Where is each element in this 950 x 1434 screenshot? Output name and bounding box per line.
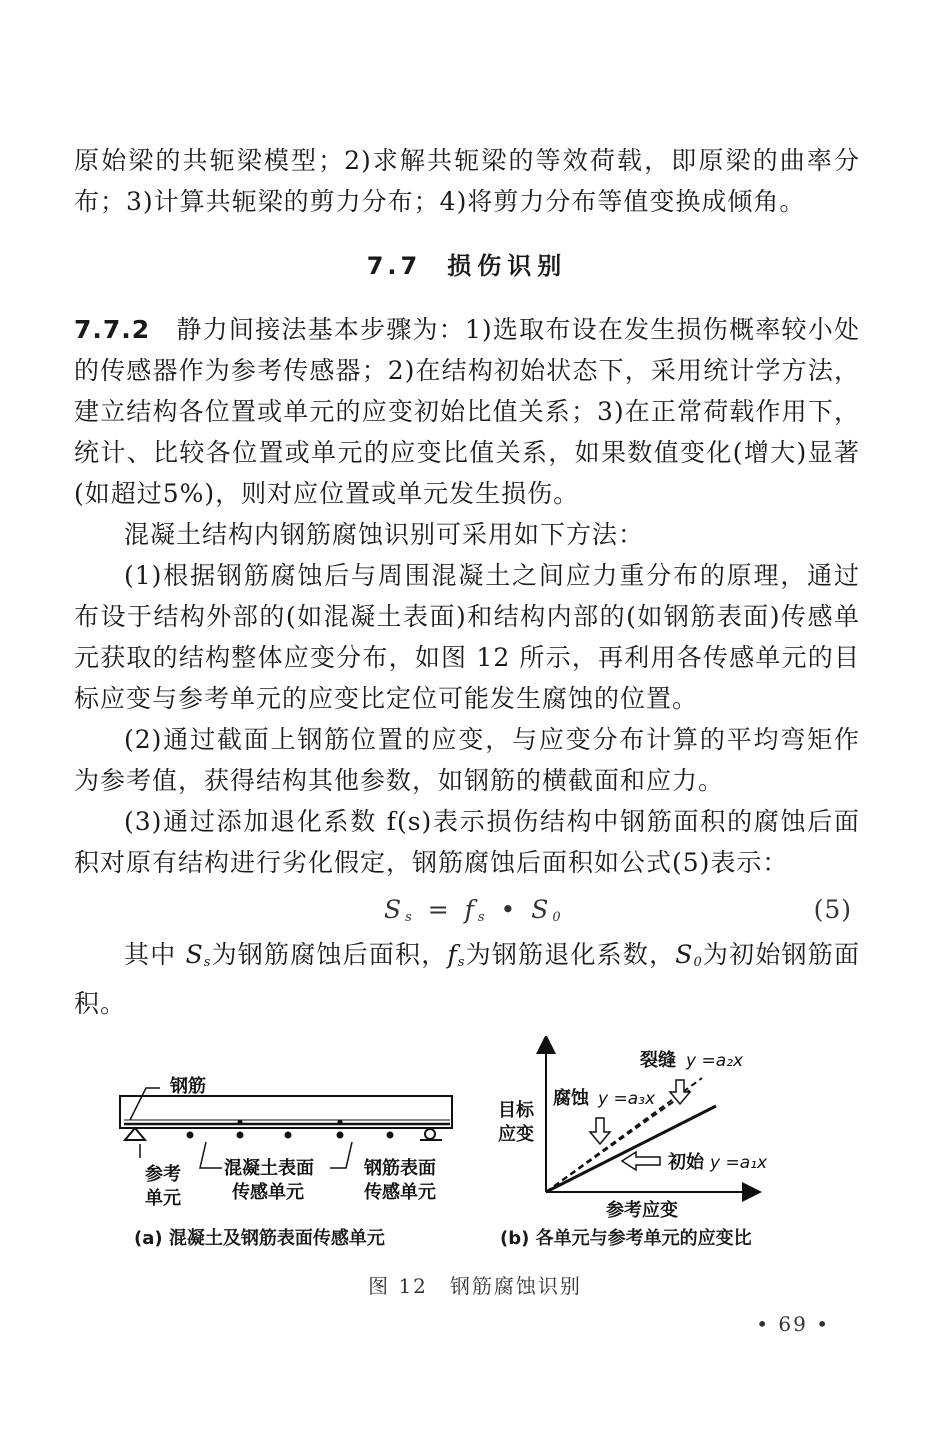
rebar-leader	[130, 1088, 160, 1120]
label-concrete-sensor: 传感单元	[232, 1182, 304, 1203]
section-number: 7.7	[366, 252, 422, 280]
arrow-down-icon	[590, 1118, 610, 1144]
body-text	[74, 140, 860, 1024]
sensor-dot	[237, 1132, 244, 1139]
line-corrosion-label: 腐蚀	[553, 1088, 589, 1109]
formula-line	[74, 889, 860, 930]
arrow-down-icon	[670, 1080, 690, 1104]
paragraph-3: (1)根据钢筋腐蚀后与周围混凝土之间应力重分布的原理，通过布设于结构外部的(如混凝土表面)和结构内部的(如钢筋表面)传感单元获取的结构整体应变分布，如图 12 所示，再利用各传感单元的目标应变与参考单元的应变比定位可能发生腐蚀的位置。	[74, 561, 860, 713]
label-unit: 单元	[145, 1188, 181, 1209]
line-crack-label: 裂缝	[640, 1050, 676, 1071]
ylabel-1: 目标	[498, 1100, 534, 1121]
label-rebar-sensor: 传感单元	[364, 1182, 436, 1203]
figure-12	[0, 1036, 950, 1306]
label-rebar-surface: 钢筋表面	[364, 1158, 436, 1179]
clause-number: 7.7.2	[74, 315, 151, 344]
left-support-icon	[125, 1128, 145, 1140]
line-crack-eq: y =a₂x	[686, 1051, 744, 1071]
label-concrete-surface: 混凝土表面	[224, 1158, 314, 1179]
line-initial-eq: y =a₁x	[710, 1153, 768, 1173]
paragraph-clause	[74, 309, 860, 514]
sensor-dot	[337, 1132, 344, 1139]
sensor-dot	[387, 1132, 394, 1139]
paragraph-6: 其中 $S_s$为钢筋腐蚀后面积，$f_s$为钢筋退化系数，$S_0$为初始钢筋面积。	[74, 940, 860, 1018]
rebar-surface-leader	[330, 1142, 352, 1168]
sensor-dot	[187, 1132, 194, 1139]
line-corrosion-eq: y =a₃x	[598, 1089, 656, 1109]
caption-b: (b) 各单元与参考单元的应变比	[500, 1228, 752, 1249]
xlabel: 参考应变	[606, 1200, 678, 1221]
section-title: 损伤识别	[447, 252, 568, 280]
clause-text: 静力间接法基本步骤为：1)选取布设在发生损伤概率较小处的传感器作为参考传感器；2)在结构初始状态下，采用统计学方法，建立结构各位置或单元的应变初始比值关系；3)在正常荷载作用下，统计、比较各位置或单元的应变比值关系，如果数值变化(增大)显著(如超过5%)，则对应位置或单元发生损伤。	[74, 315, 860, 508]
concrete-leader	[200, 1142, 222, 1168]
line-initial-label: 初始	[668, 1152, 704, 1173]
label-rebar: 钢筋	[170, 1076, 206, 1097]
arrow-left-icon	[622, 1152, 660, 1170]
rebar-sensor-dot	[238, 1120, 243, 1125]
paragraph-4: (2)通过截面上钢筋位置的应变，与应变分布计算的平均弯矩作为参考值，获得结构其他参数，如钢筋的横截面和应力。	[74, 725, 860, 795]
page-number: • 69 •	[756, 1312, 830, 1336]
right-support-icon	[425, 1129, 435, 1139]
paragraph-5: (3)通过添加退化系数 f(s)表示损伤结构中钢筋面积的腐蚀后面积对原有结构进行劣化假定，钢筋腐蚀后面积如公式(5)表示：	[74, 807, 860, 877]
formula: $S_s = f_s$ • $S_0$	[384, 895, 565, 925]
line-initial	[546, 1106, 716, 1192]
figure-caption: 图 12 钢筋腐蚀识别	[368, 1274, 582, 1298]
caption-a: (a) 混凝土及钢筋表面传感单元	[134, 1228, 385, 1249]
paragraph-2: 混凝土结构内钢筋腐蚀识别可采用如下方法：	[124, 520, 645, 549]
equation-number: (5)	[813, 895, 852, 924]
label-reference: 参考	[145, 1164, 181, 1185]
rebar-sensor-dot	[338, 1120, 343, 1125]
ylabel-2: 应变	[498, 1124, 534, 1145]
figure-a-diagram	[120, 1075, 452, 1209]
sensor-dot	[285, 1132, 292, 1139]
figure-b-plot	[498, 1044, 768, 1221]
paragraph-0: 原始梁的共轭梁模型；2)求解共轭梁的等效荷载，即原梁的曲率分布；3)计算共轭梁的剪力分布；4)将剪力分布等值变换成倾角。	[74, 146, 860, 216]
section-heading	[74, 246, 860, 287]
